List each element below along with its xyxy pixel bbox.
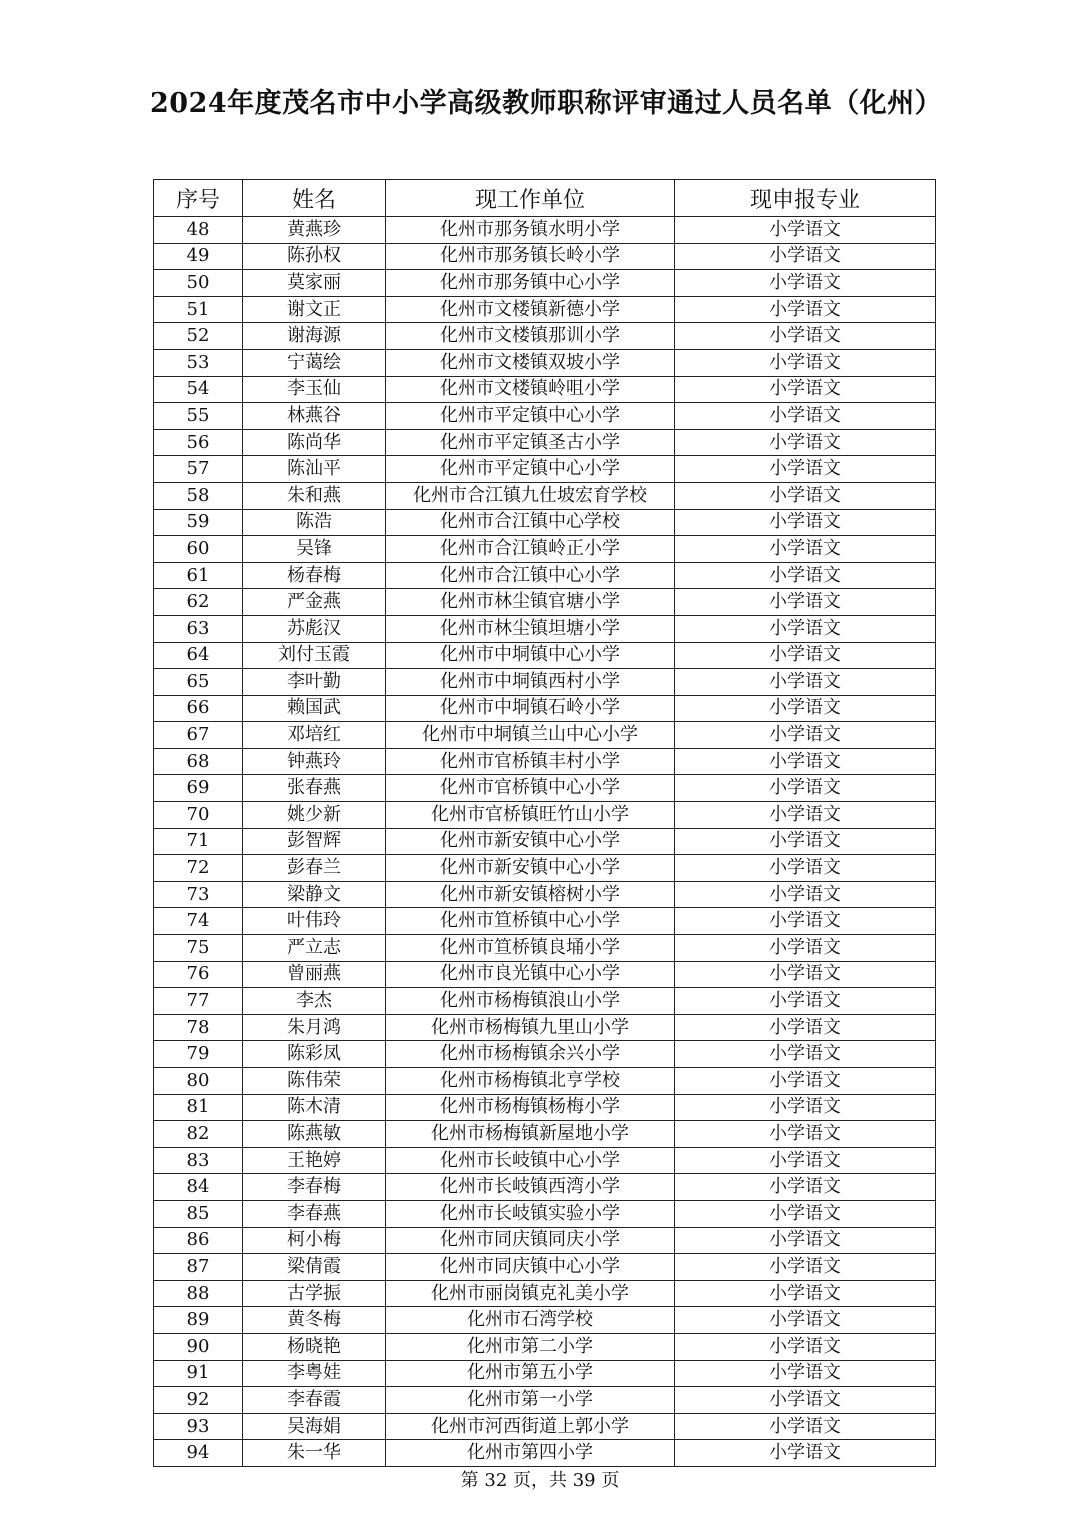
cell-name: 谢海源 (243, 323, 386, 350)
cell-work-unit: 化州市杨梅镇九里山小学 (386, 1014, 675, 1041)
cell-major: 小学语文 (675, 722, 936, 749)
cell-major: 小学语文 (675, 695, 936, 722)
cell-name: 陈伟荣 (243, 1068, 386, 1095)
cell-name: 柯小梅 (243, 1227, 386, 1254)
cell-work-unit: 化州市文楼镇新德小学 (386, 296, 675, 323)
cell-name: 吴海娟 (243, 1413, 386, 1440)
cell-name: 钟燕玲 (243, 748, 386, 775)
cell-major: 小学语文 (675, 456, 936, 483)
cell-name: 黄冬梅 (243, 1307, 386, 1334)
cell-work-unit: 化州市杨梅镇杨梅小学 (386, 1094, 675, 1121)
table-row (154, 1413, 936, 1440)
cell-serial-number: 55 (154, 403, 243, 430)
cell-serial-number: 54 (154, 376, 243, 403)
cell-name: 刘付玉霞 (243, 642, 386, 669)
table-row (154, 323, 936, 350)
table-row (154, 1200, 936, 1227)
cell-major: 小学语文 (675, 1254, 936, 1281)
cell-work-unit: 化州市文楼镇双坡小学 (386, 349, 675, 376)
cell-major: 小学语文 (675, 1041, 936, 1068)
cell-serial-number: 59 (154, 509, 243, 536)
table-row (154, 695, 936, 722)
table-row (154, 642, 936, 669)
cell-serial-number: 81 (154, 1094, 243, 1121)
cell-major: 小学语文 (675, 988, 936, 1015)
results-table (153, 179, 936, 1467)
table-row (154, 935, 936, 962)
cell-work-unit: 化州市官桥镇丰村小学 (386, 748, 675, 775)
cell-serial-number: 86 (154, 1227, 243, 1254)
cell-work-unit: 化州市平定镇中心小学 (386, 403, 675, 430)
table-row (154, 429, 936, 456)
cell-major: 小学语文 (675, 403, 936, 430)
header-name: 姓名 (243, 180, 386, 217)
page-footer: 第 32 页，共 39 页 (460, 1470, 620, 1491)
table-row (154, 961, 936, 988)
table-row (154, 456, 936, 483)
page-title: 2024年度茂名市中小学高级教师职称评审通过人员名单（化州） (150, 88, 943, 119)
table-body (154, 217, 936, 1467)
table-row (154, 482, 936, 509)
cell-name: 陈汕平 (243, 456, 386, 483)
cell-work-unit: 化州市长岐镇中心小学 (386, 1147, 675, 1174)
cell-name: 李春梅 (243, 1174, 386, 1201)
cell-work-unit: 化州市新安镇中心小学 (386, 855, 675, 882)
cell-work-unit: 化州市笪桥镇中心小学 (386, 908, 675, 935)
cell-name: 杨春梅 (243, 562, 386, 589)
cell-name: 严金燕 (243, 589, 386, 616)
cell-serial-number: 70 (154, 802, 243, 829)
cell-name: 王艳婷 (243, 1147, 386, 1174)
cell-name: 李杰 (243, 988, 386, 1015)
cell-work-unit: 化州市合江镇中心学校 (386, 509, 675, 536)
cell-work-unit: 化州市合江镇岭正小学 (386, 536, 675, 563)
cell-major: 小学语文 (675, 775, 936, 802)
cell-serial-number: 49 (154, 243, 243, 270)
cell-work-unit: 化州市第四小学 (386, 1440, 675, 1467)
cell-work-unit: 化州市笪桥镇良埇小学 (386, 935, 675, 962)
cell-work-unit: 化州市良光镇中心小学 (386, 961, 675, 988)
cell-name: 李叶勤 (243, 669, 386, 696)
cell-major: 小学语文 (675, 855, 936, 882)
cell-name: 莫家丽 (243, 270, 386, 297)
table-row (154, 536, 936, 563)
table-row (154, 802, 936, 829)
cell-serial-number: 57 (154, 456, 243, 483)
cell-work-unit: 化州市第二小学 (386, 1333, 675, 1360)
cell-major: 小学语文 (675, 509, 936, 536)
cell-serial-number: 94 (154, 1440, 243, 1467)
cell-work-unit: 化州市第一小学 (386, 1387, 675, 1414)
cell-serial-number: 74 (154, 908, 243, 935)
header-major: 现申报专业 (675, 180, 936, 217)
cell-work-unit: 化州市杨梅镇北亨学校 (386, 1068, 675, 1095)
cell-major: 小学语文 (675, 349, 936, 376)
cell-serial-number: 64 (154, 642, 243, 669)
cell-work-unit: 化州市石湾学校 (386, 1307, 675, 1334)
cell-major: 小学语文 (675, 589, 936, 616)
cell-serial-number: 67 (154, 722, 243, 749)
cell-name: 陈孙权 (243, 243, 386, 270)
cell-name: 吴锋 (243, 536, 386, 563)
cell-serial-number: 66 (154, 695, 243, 722)
cell-name: 李春霞 (243, 1387, 386, 1414)
cell-work-unit: 化州市平定镇中心小学 (386, 456, 675, 483)
table-row (154, 908, 936, 935)
cell-work-unit: 化州市官桥镇中心小学 (386, 775, 675, 802)
cell-name: 陈尚华 (243, 429, 386, 456)
cell-serial-number: 73 (154, 881, 243, 908)
cell-major: 小学语文 (675, 1068, 936, 1095)
cell-work-unit: 化州市那务镇中心小学 (386, 270, 675, 297)
cell-major: 小学语文 (675, 376, 936, 403)
cell-name: 李玉仙 (243, 376, 386, 403)
cell-serial-number: 52 (154, 323, 243, 350)
cell-major: 小学语文 (675, 1387, 936, 1414)
cell-major: 小学语文 (675, 1307, 936, 1334)
table-row (154, 615, 936, 642)
cell-name: 古学振 (243, 1280, 386, 1307)
table-row (154, 1174, 936, 1201)
cell-serial-number: 84 (154, 1174, 243, 1201)
cell-serial-number: 50 (154, 270, 243, 297)
cell-work-unit: 化州市平定镇圣古小学 (386, 429, 675, 456)
cell-major: 小学语文 (675, 1200, 936, 1227)
cell-major: 小学语文 (675, 1014, 936, 1041)
cell-major: 小学语文 (675, 1227, 936, 1254)
cell-name: 彭智辉 (243, 828, 386, 855)
table-row (154, 217, 936, 244)
cell-work-unit: 化州市中垌镇兰山中心小学 (386, 722, 675, 749)
cell-major: 小学语文 (675, 615, 936, 642)
cell-major: 小学语文 (675, 908, 936, 935)
cell-work-unit: 化州市那务镇水明小学 (386, 217, 675, 244)
cell-serial-number: 82 (154, 1121, 243, 1148)
cell-name: 梁倩霞 (243, 1254, 386, 1281)
cell-work-unit: 化州市同庆镇中心小学 (386, 1254, 675, 1281)
cell-serial-number: 78 (154, 1014, 243, 1041)
cell-work-unit: 化州市同庆镇同庆小学 (386, 1227, 675, 1254)
table-row (154, 1440, 936, 1467)
cell-major: 小学语文 (675, 1280, 936, 1307)
cell-work-unit: 化州市官桥镇旺竹山小学 (386, 802, 675, 829)
cell-work-unit: 化州市新安镇中心小学 (386, 828, 675, 855)
cell-serial-number: 87 (154, 1254, 243, 1281)
table-row (154, 243, 936, 270)
cell-major: 小学语文 (675, 669, 936, 696)
table-row (154, 1307, 936, 1334)
cell-serial-number: 65 (154, 669, 243, 696)
cell-major: 小学语文 (675, 243, 936, 270)
table-row (154, 775, 936, 802)
cell-work-unit: 化州市中垌镇西村小学 (386, 669, 675, 696)
cell-name: 朱和燕 (243, 482, 386, 509)
table-row (154, 589, 936, 616)
cell-serial-number: 93 (154, 1413, 243, 1440)
cell-work-unit: 化州市长岐镇西湾小学 (386, 1174, 675, 1201)
cell-work-unit: 化州市杨梅镇浪山小学 (386, 988, 675, 1015)
cell-major: 小学语文 (675, 536, 936, 563)
table-row (154, 296, 936, 323)
cell-major: 小学语文 (675, 217, 936, 244)
cell-work-unit: 化州市合江镇九仕坡宏育学校 (386, 482, 675, 509)
cell-name: 叶伟玲 (243, 908, 386, 935)
cell-work-unit: 化州市新安镇榕树小学 (386, 881, 675, 908)
header-serial-number: 序号 (154, 180, 243, 217)
cell-major: 小学语文 (675, 1094, 936, 1121)
table-row (154, 1094, 936, 1121)
table-row (154, 1254, 936, 1281)
cell-name: 苏彪汉 (243, 615, 386, 642)
cell-serial-number: 92 (154, 1387, 243, 1414)
cell-name: 林燕谷 (243, 403, 386, 430)
cell-serial-number: 53 (154, 349, 243, 376)
cell-serial-number: 62 (154, 589, 243, 616)
table-row (154, 1121, 936, 1148)
cell-major: 小学语文 (675, 748, 936, 775)
table-row (154, 748, 936, 775)
cell-name: 陈浩 (243, 509, 386, 536)
table-row (154, 722, 936, 749)
table-row (154, 828, 936, 855)
cell-serial-number: 77 (154, 988, 243, 1015)
table-row (154, 881, 936, 908)
cell-serial-number: 75 (154, 935, 243, 962)
cell-serial-number: 91 (154, 1360, 243, 1387)
cell-major: 小学语文 (675, 562, 936, 589)
cell-serial-number: 61 (154, 562, 243, 589)
cell-name: 杨晓艳 (243, 1333, 386, 1360)
cell-major: 小学语文 (675, 1147, 936, 1174)
cell-work-unit: 化州市林尘镇坦塘小学 (386, 615, 675, 642)
cell-serial-number: 56 (154, 429, 243, 456)
cell-work-unit: 化州市中垌镇石岭小学 (386, 695, 675, 722)
cell-major: 小学语文 (675, 935, 936, 962)
cell-work-unit: 化州市杨梅镇新屋地小学 (386, 1121, 675, 1148)
cell-work-unit: 化州市第五小学 (386, 1360, 675, 1387)
cell-serial-number: 63 (154, 615, 243, 642)
cell-work-unit: 化州市文楼镇岭咀小学 (386, 376, 675, 403)
cell-name: 严立志 (243, 935, 386, 962)
cell-name: 彭春兰 (243, 855, 386, 882)
table-row (154, 1041, 936, 1068)
cell-major: 小学语文 (675, 1333, 936, 1360)
cell-serial-number: 79 (154, 1041, 243, 1068)
cell-major: 小学语文 (675, 323, 936, 350)
cell-serial-number: 90 (154, 1333, 243, 1360)
cell-serial-number: 48 (154, 217, 243, 244)
cell-serial-number: 60 (154, 536, 243, 563)
cell-work-unit: 化州市长岐镇实验小学 (386, 1200, 675, 1227)
table-row (154, 1280, 936, 1307)
cell-major: 小学语文 (675, 429, 936, 456)
table-row (154, 1333, 936, 1360)
table-row (154, 1068, 936, 1095)
cell-name: 宁蔼绘 (243, 349, 386, 376)
cell-work-unit: 化州市杨梅镇余兴小学 (386, 1041, 675, 1068)
table-row (154, 1360, 936, 1387)
cell-work-unit: 化州市文楼镇那训小学 (386, 323, 675, 350)
cell-serial-number: 83 (154, 1147, 243, 1174)
cell-serial-number: 76 (154, 961, 243, 988)
cell-work-unit: 化州市丽岗镇克礼美小学 (386, 1280, 675, 1307)
cell-major: 小学语文 (675, 961, 936, 988)
table-row (154, 1014, 936, 1041)
cell-name: 黄燕珍 (243, 217, 386, 244)
cell-serial-number: 89 (154, 1307, 243, 1334)
cell-name: 曾丽燕 (243, 961, 386, 988)
cell-work-unit: 化州市河西街道上郭小学 (386, 1413, 675, 1440)
cell-name: 陈燕敏 (243, 1121, 386, 1148)
table-row (154, 509, 936, 536)
cell-serial-number: 72 (154, 855, 243, 882)
cell-name: 邓培红 (243, 722, 386, 749)
cell-major: 小学语文 (675, 1121, 936, 1148)
cell-name: 陈彩凤 (243, 1041, 386, 1068)
cell-work-unit: 化州市那务镇长岭小学 (386, 243, 675, 270)
cell-major: 小学语文 (675, 828, 936, 855)
header-work-unit: 现工作单位 (386, 180, 675, 217)
cell-name: 陈木清 (243, 1094, 386, 1121)
table-row (154, 855, 936, 882)
cell-major: 小学语文 (675, 642, 936, 669)
table-row (154, 349, 936, 376)
table-row (154, 988, 936, 1015)
cell-serial-number: 69 (154, 775, 243, 802)
cell-name: 姚少新 (243, 802, 386, 829)
cell-name: 梁静文 (243, 881, 386, 908)
cell-major: 小学语文 (675, 1174, 936, 1201)
cell-serial-number: 88 (154, 1280, 243, 1307)
cell-serial-number: 80 (154, 1068, 243, 1095)
cell-name: 赖国武 (243, 695, 386, 722)
table-row (154, 1227, 936, 1254)
cell-serial-number: 58 (154, 482, 243, 509)
cell-major: 小学语文 (675, 881, 936, 908)
cell-major: 小学语文 (675, 1440, 936, 1467)
cell-name: 李粤娃 (243, 1360, 386, 1387)
cell-major: 小学语文 (675, 1360, 936, 1387)
cell-work-unit: 化州市合江镇中心小学 (386, 562, 675, 589)
cell-name: 朱月鸿 (243, 1014, 386, 1041)
table-row (154, 669, 936, 696)
cell-name: 张春燕 (243, 775, 386, 802)
table-row (154, 376, 936, 403)
cell-major: 小学语文 (675, 1413, 936, 1440)
cell-work-unit: 化州市中垌镇中心小学 (386, 642, 675, 669)
cell-name: 李春燕 (243, 1200, 386, 1227)
cell-major: 小学语文 (675, 270, 936, 297)
cell-major: 小学语文 (675, 802, 936, 829)
table-row (154, 270, 936, 297)
cell-name: 谢文正 (243, 296, 386, 323)
cell-major: 小学语文 (675, 482, 936, 509)
cell-name: 朱一华 (243, 1440, 386, 1467)
cell-serial-number: 85 (154, 1200, 243, 1227)
cell-serial-number: 68 (154, 748, 243, 775)
table-row (154, 562, 936, 589)
table-row (154, 1147, 936, 1174)
table-row (154, 403, 936, 430)
cell-serial-number: 71 (154, 828, 243, 855)
cell-serial-number: 51 (154, 296, 243, 323)
cell-work-unit: 化州市林尘镇官塘小学 (386, 589, 675, 616)
table-row (154, 1387, 936, 1414)
table-header-row (154, 180, 936, 217)
cell-major: 小学语文 (675, 296, 936, 323)
